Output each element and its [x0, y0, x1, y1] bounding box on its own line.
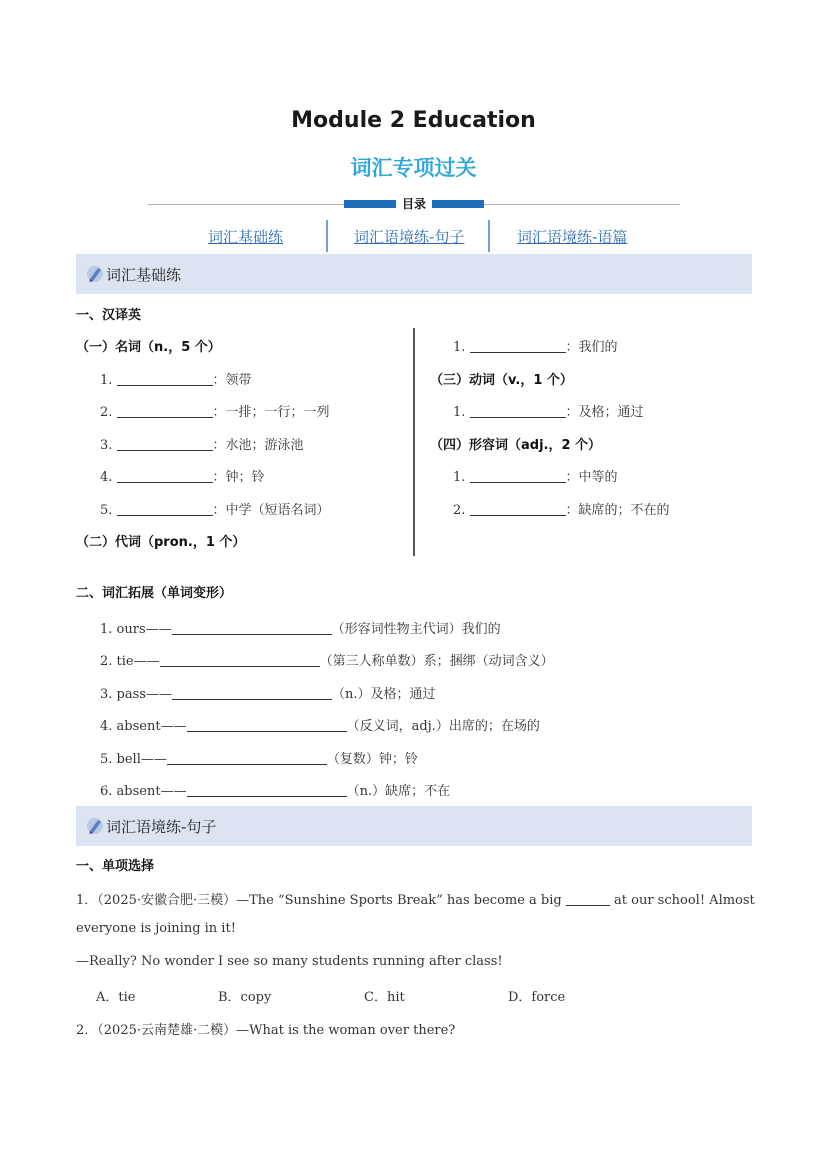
- option-c[interactable]: C．hit: [364, 990, 405, 1005]
- answer-blank[interactable]: [470, 468, 566, 483]
- item-prompt: 4. absent——: [100, 719, 187, 734]
- answer-blank[interactable]: [566, 891, 610, 906]
- item-hint: （n.）缺席；不在: [346, 784, 451, 799]
- vocab-item: [453, 401, 644, 420]
- question-1-line-3: —Really? No wonder I see so many students running after class!: [76, 954, 503, 969]
- document-subtitle: 词汇专项过关: [350, 156, 477, 180]
- item-prompt: 5. bell——: [100, 752, 167, 767]
- item-meaning: ：一排；一行；一列: [212, 405, 330, 420]
- toc-link-passage[interactable]: 词汇语境练-语篇: [517, 228, 628, 246]
- answer-blank[interactable]: [187, 717, 347, 732]
- toc-link-sentence[interactable]: 词汇语境练-句子: [354, 228, 465, 246]
- expand-item: [100, 748, 418, 767]
- vocab-item: [100, 369, 252, 388]
- expand-item: [100, 780, 450, 799]
- question-2-line-1: 2．（2025·云南楚雄·二模）—What is the woman over there?: [76, 1023, 456, 1038]
- item-hint: （复数）钟；铃: [326, 752, 418, 767]
- item-number: 3.: [100, 438, 113, 453]
- item-hint: （n.）及格；通过: [331, 687, 436, 702]
- item-hint: （形容词性物主代词）我们的: [331, 622, 501, 637]
- answer-blank[interactable]: [187, 782, 347, 797]
- section-band-sentence: [76, 806, 752, 846]
- item-number: 1.: [100, 373, 113, 388]
- toc-separator: [488, 220, 490, 252]
- item-meaning: ：中学（短语名词）: [212, 503, 330, 518]
- item-number: 1.: [453, 405, 466, 420]
- pronoun-heading: （二）代词（pron.，1 个）: [76, 535, 246, 550]
- item-number: 1.: [453, 470, 466, 485]
- column-divider: [413, 328, 415, 556]
- answer-blank[interactable]: [160, 652, 320, 667]
- noun-heading: （一）名词（n.，5 个）: [76, 340, 221, 355]
- item-meaning: ：钟；铃: [212, 470, 265, 485]
- item-meaning: ：水池；游泳池: [212, 438, 304, 453]
- vocab-item: [453, 336, 618, 355]
- item-meaning: ：中等的: [565, 470, 618, 485]
- pen-icon: [86, 816, 104, 836]
- answer-blank[interactable]: [167, 750, 327, 765]
- item-number: 5.: [100, 503, 113, 518]
- vocab-item: [100, 466, 265, 485]
- item-prompt: 3. pass——: [100, 687, 172, 702]
- item-number: 2.: [100, 405, 113, 420]
- question-1-line-2: everyone is joining in it!: [76, 921, 236, 936]
- section-band-basic: [76, 254, 752, 294]
- expand-item: [100, 650, 554, 669]
- part-heading: 二、词汇拓展（单词变形）: [76, 586, 233, 601]
- answer-blank[interactable]: [117, 436, 213, 451]
- answer-blank[interactable]: [117, 403, 213, 418]
- item-number: 2.: [453, 503, 466, 518]
- answer-blank[interactable]: [117, 501, 213, 516]
- answer-blank[interactable]: [470, 501, 566, 516]
- question-1-line-1: [76, 889, 755, 908]
- question-stem: 1．（2025·安徽合肥·三模）—The “Sunshine Sports Break” has become a big: [76, 893, 562, 908]
- item-prompt: 1. ours——: [100, 622, 172, 637]
- answer-blank[interactable]: [172, 685, 332, 700]
- item-prompt: 2. tie——: [100, 654, 160, 669]
- answer-blank[interactable]: [470, 338, 566, 353]
- option-b[interactable]: B．copy: [218, 990, 272, 1005]
- item-meaning: ：及格；通过: [565, 405, 644, 420]
- item-number: 4.: [100, 470, 113, 485]
- answer-blank[interactable]: [470, 403, 566, 418]
- expand-item: [100, 683, 435, 702]
- item-prompt: 6. absent——: [100, 784, 187, 799]
- item-number: 1.: [453, 340, 466, 355]
- toc-label: 目录: [396, 195, 432, 212]
- part-heading: 一、单项选择: [76, 859, 155, 874]
- answer-blank[interactable]: [172, 620, 332, 635]
- toc-separator: [326, 220, 328, 252]
- option-d[interactable]: D．force: [508, 990, 566, 1005]
- pen-icon: [86, 264, 104, 284]
- option-a[interactable]: A．tie: [96, 990, 136, 1005]
- document-title: Module 2 Education: [291, 108, 536, 133]
- item-hint: （反义词，adj.）出席的；在场的: [346, 719, 540, 734]
- vocab-item: [100, 434, 304, 453]
- vocab-item: [100, 401, 330, 420]
- answer-blank[interactable]: [117, 468, 213, 483]
- toc-link-basic[interactable]: 词汇基础练: [208, 228, 284, 246]
- vocab-item: [100, 499, 330, 518]
- item-meaning: ：缺席的；不在的: [565, 503, 670, 518]
- vocab-item: [453, 499, 670, 518]
- section-title: 词汇语境练-句子: [106, 818, 217, 836]
- adjective-heading: （四）形容词（adj.，2 个）: [430, 438, 602, 453]
- section-title: 词汇基础练: [106, 266, 182, 284]
- expand-item: [100, 715, 540, 734]
- verb-heading: （三）动词（v.，1 个）: [430, 373, 573, 388]
- vocab-item: [453, 466, 618, 485]
- item-meaning: ：领带: [212, 373, 252, 388]
- item-hint: （第三人称单数）系；捆绑（动词含义）: [319, 654, 554, 669]
- expand-item: [100, 618, 501, 637]
- answer-blank[interactable]: [117, 371, 213, 386]
- part-heading: 一、汉译英: [76, 308, 142, 323]
- item-meaning: ：我们的: [565, 340, 618, 355]
- question-stem-tail: at our school! Almost: [614, 893, 755, 908]
